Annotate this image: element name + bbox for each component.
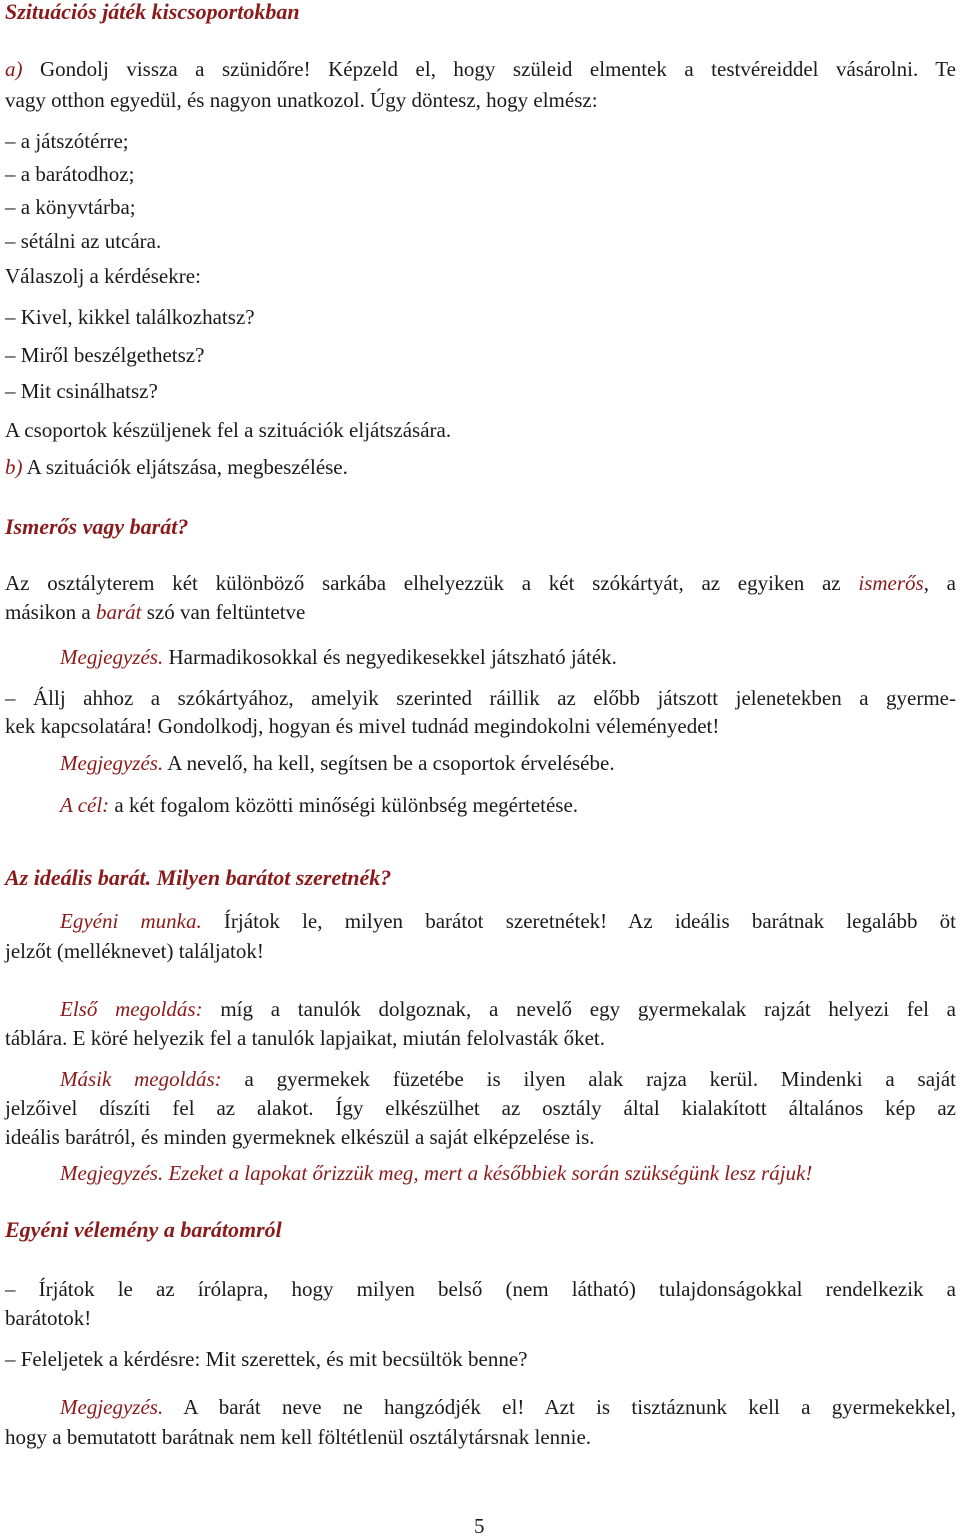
heading-situational-game: Szituációs játék kiscsoportokban xyxy=(5,0,300,24)
second-solution-line-2: jelzőivel díszíti fel az alakot. Így elkészülhet az osztály által kialakított általános kép az xyxy=(5,1096,956,1120)
paragraph-a-line-2: vagy otthon egyedül, és nagyon unatkozol. Úgy döntesz, hogy elmész: xyxy=(5,88,598,112)
note-name-line-1 xyxy=(60,1393,956,1421)
goal-statement xyxy=(60,791,578,819)
task-answer: – Feleljetek a kérdésre: Mit szerettek, és mit becsültök benne? xyxy=(5,1347,528,1371)
note-grade-level xyxy=(60,643,617,671)
first-solution-line-2: táblára. E köré helyezik fel a tanulók lapjaikat, miután felolvasták őket. xyxy=(5,1026,606,1050)
list-item-destination: – a játszótérre; xyxy=(5,129,129,153)
individual-work-line-1 xyxy=(60,907,956,935)
list-item-question: – Kivel, kikkel találkozhatsz? xyxy=(5,305,255,329)
page-number: 5 xyxy=(474,1514,485,1538)
word-friend: barát xyxy=(95,600,142,624)
paragraph-cards-line-2 xyxy=(5,598,305,626)
heading-acquaintance-or-friend: Ismerős vagy barát? xyxy=(5,514,189,539)
individual-work-line-2: jelzőt (melléknevet) találjatok! xyxy=(5,939,264,963)
text: Harmadikosokkal és negyedikesekkel játszható játék. xyxy=(163,645,617,669)
text: A nevelő, ha kell, segítsen be a csoportok érvelésébe. xyxy=(163,751,615,775)
paragraph-cards-line-1 xyxy=(5,569,956,597)
note-label: Megjegyzés. xyxy=(60,751,164,775)
marker-a: a) xyxy=(5,57,23,81)
text: A szituációk eljátszása, megbeszélése. xyxy=(22,455,348,479)
list-item-question: – Mit csinálhatsz? xyxy=(5,379,158,403)
prepare-instruction: A csoportok készüljenek fel a szituációk eljátszására. xyxy=(5,418,452,442)
paragraph-b xyxy=(5,453,348,481)
text: , a xyxy=(923,571,956,595)
task-write-line-1: – Írjátok le az írólapra, hogy milyen belső (nem látható) tulajdonságokkal rendelkezik a xyxy=(5,1277,956,1301)
goal-label: A cél: xyxy=(60,793,110,817)
heading-opinion-about-friend: Egyéni vélemény a barátomról xyxy=(5,1217,282,1242)
individual-work-label: Egyéni munka. xyxy=(60,909,202,933)
note-label: Megjegyzés. xyxy=(60,1395,164,1419)
text: míg a tanulók dolgoznak, a nevelő egy gyermekalak rajzát helyezi fel a xyxy=(202,997,956,1021)
text: szó van feltüntetve xyxy=(141,600,306,624)
note-label: Megjegyzés. xyxy=(60,1161,164,1185)
second-solution-label: Másik megoldás: xyxy=(60,1067,222,1091)
note-keep-sheets xyxy=(60,1159,812,1187)
first-solution-line-1 xyxy=(60,995,956,1023)
second-solution-line-1 xyxy=(60,1065,956,1093)
list-item-destination: – a könyvtárba; xyxy=(5,195,136,219)
text: Gondolj vissza a szünidőre! Képzeld el, hogy szüleid elmentek a testvéreiddel vásárolni. Te xyxy=(22,57,956,81)
text: a két fogalom közötti minőségi különbség megértetése. xyxy=(109,793,579,817)
note-teacher-help xyxy=(60,749,615,777)
list-item-question: – Miről beszélgethetsz? xyxy=(5,343,205,367)
text: Az osztályterem két különböző sarkába elhelyezzük a két szókártyát, az egyiken az xyxy=(5,571,859,595)
text: Írjátok le, milyen barátot szeretnétek! Az ideális barátnak legalább öt xyxy=(201,909,956,933)
task-write-line-2: barátotok! xyxy=(5,1306,92,1330)
second-solution-line-3: ideális barátról, és minden gyermeknek elkészül a saját elképzelése is. xyxy=(5,1125,595,1149)
task-line-1: – Állj ahhoz a szókártyához, amelyik szerinted ráillik az előbb játszott jelenetekben a gyerme- xyxy=(5,686,956,710)
text: A barát neve ne hangzódjék el! Azt is tisztáznunk kell a gyermekekkel, xyxy=(163,1395,956,1419)
text: másikon a xyxy=(5,600,96,624)
marker-b: b) xyxy=(5,455,23,479)
answer-prompt: Válaszolj a kérdésekre: xyxy=(5,264,201,288)
list-item-destination: – sétálni az utcára. xyxy=(5,229,162,253)
task-line-2: kek kapcsolatára! Gondolkodj, hogyan és mivel tudnád megindokolni véleményedet! xyxy=(5,714,720,738)
first-solution-label: Első megoldás: xyxy=(60,997,203,1021)
list-item-destination: – a barátodhoz; xyxy=(5,162,135,186)
heading-ideal-friend: Az ideális barát. Milyen barátot szeretnék? xyxy=(5,865,392,890)
note-name-line-2: hogy a bemutatott barátnak nem kell föltétlenül osztálytársnak lennie. xyxy=(5,1425,592,1449)
note-label: Megjegyzés. xyxy=(60,645,164,669)
text: a gyermekek füzetébe is ilyen alak rajza kerül. Mindenki a saját xyxy=(221,1067,956,1091)
word-acquaintance: ismerős xyxy=(858,571,924,595)
text: Ezeket a lapokat őrizzük meg, mert a későbbiek során szükségünk lesz rájuk! xyxy=(163,1161,813,1185)
paragraph-a-line-1 xyxy=(5,55,956,83)
